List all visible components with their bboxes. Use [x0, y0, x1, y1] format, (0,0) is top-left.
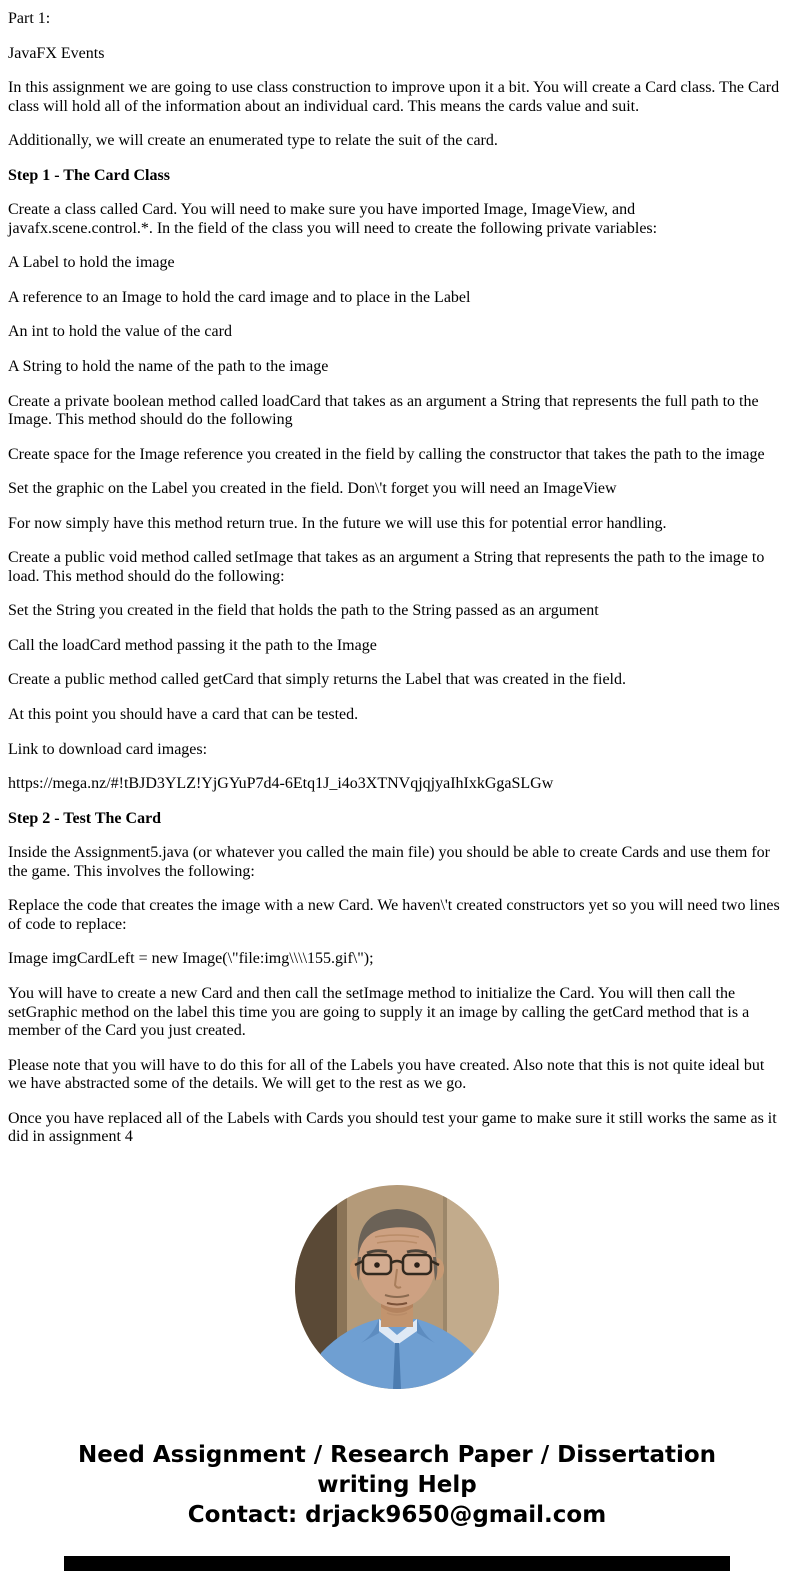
paragraph: Set the graphic on the Label you created in the field. Don\'t forget you will need an ImageView	[8, 480, 617, 498]
tutor-avatar	[295, 1185, 499, 1389]
paragraph: Create a class called Card. You will need to make sure you have imported Image, ImageView, and javafx.scene.control.*. In the field of the class you will need to create the following private variables:	[8, 201, 658, 237]
document-body	[8, 10, 782, 1147]
footer-cta	[47, 1441, 747, 1531]
step2-heading: Step 2 - Test The Card	[8, 809, 162, 827]
footer-contact-email: Contact: drjack9650@gmail.com	[187, 1501, 607, 1528]
topic-label: JavaFX Events	[8, 44, 105, 62]
download-url: https://mega.nz/#!tBJD3YLZ!YjGYuP7d4-6Etq1J_i4o3XTNVqjqjyaIhIxkGgaSLGw	[8, 775, 554, 793]
bottom-black-bar	[64, 1556, 730, 1571]
paragraph: At this point you should have a card that can be tested.	[8, 706, 359, 724]
paragraph: Please note that you will have to do this for all of the Labels you have created. Also note that this is not quite ideal but we have abstracted some of the details. We will get to the rest as we go.	[8, 1056, 765, 1093]
footer-help-text: Need Assignment / Research Paper / Dissertation writing Help	[77, 1441, 717, 1498]
code-line: Image imgCardLeft = new Image(\"file:img\\\\155.gif\");	[8, 950, 374, 968]
paragraph: A String to hold the name of the path to the image	[8, 358, 329, 376]
paragraph: Call the loadCard method passing it the path to the Image	[8, 636, 377, 654]
paragraph: An int to hold the value of the card	[8, 323, 232, 341]
paragraph: Inside the Assignment5.java (or whatever you called the main file) you should be able to create Cards and use them for the game. This involves the following:	[8, 844, 770, 880]
paragraph: Once you have replaced all of the Labels with Cards you should test your game to make sure it still works the same as it did in assignment 4	[8, 1109, 777, 1146]
paragraph: Create a public method called getCard that simply returns the Label that was created in the field.	[8, 671, 626, 689]
paragraph: For now simply have this method return true. In the future we will use this for potential error handling.	[8, 514, 667, 532]
paragraph: You will have to create a new Card and then call the setImage method to initialize the Card. You will then call the setGraphic method on the label this time you are going to supply it an image by calling the getCard method that is a member of the Card you just created.	[8, 984, 750, 1040]
part-label: Part 1:	[8, 10, 51, 27]
paragraph: Create a public void method called setImage that takes as an argument a String that represents the path to the image to load. This method should do the following:	[8, 549, 765, 585]
paragraph: Create a private boolean method called loadCard that takes as an argument a String that represents the full path to the Image. This method should do the following	[8, 392, 759, 429]
paragraph: Set the String you created in the field that holds the path to the String passed as an argument	[8, 602, 599, 620]
step1-heading: Step 1 - The Card Class	[8, 166, 170, 184]
paragraph: Additionally, we will create an enumerated type to relate the suit of the card.	[8, 132, 498, 150]
paragraph: Replace the code that creates the image with a new Card. We haven\'t created constructors yet so you will need two lines of code to replace:	[8, 897, 780, 933]
paragraph: A reference to an Image to hold the card image and to place in the Label	[8, 288, 471, 306]
avatar-container	[0, 1185, 794, 1389]
paragraph: A Label to hold the image	[8, 254, 175, 272]
paragraph: Create space for the Image reference you created in the field by calling the constructor that takes the path to the image	[8, 445, 765, 463]
paragraph: Link to download card images:	[8, 740, 208, 758]
paragraph: In this assignment we are going to use class construction to improve upon it a bit. You will create a Card class. The Card class will hold all of the information about an individual card. This means the cards value and suit.	[8, 79, 780, 115]
